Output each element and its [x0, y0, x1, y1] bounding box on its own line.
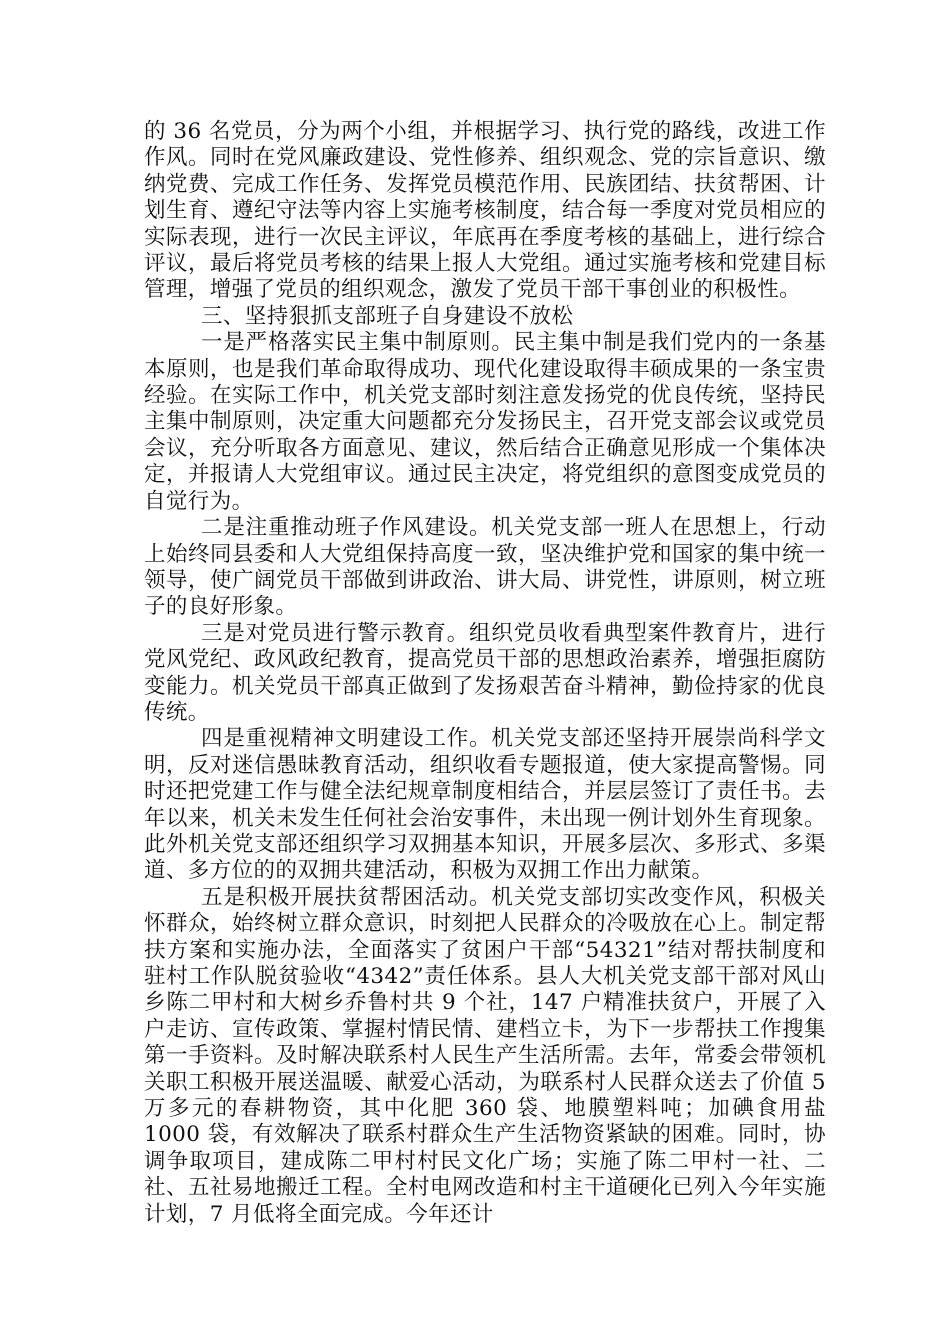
section-heading: 三、坚持狠抓支部班子自身建设不放松	[201, 303, 574, 329]
document-body	[144, 119, 826, 1228]
paragraph-poverty-alleviation: 五是积极开展扶贫帮困活动。机关党支部切实改变作风，积极关怀群众，始终树立群众意识，时刻把人民群众的冷吸放在心上。制定帮扶方案和实施办法，全面落实了贫困户干部“54321”结对帮扶制度和驻村工作队脱贫验收“4342”责任体系。县人大机关党支部干部对风山乡陈二甲村和大树乡乔鲁村共 9 个社，147 户精准扶贫户，开展了入户走访、宣传政策、掌握村情民情、建档立卡，为下一步帮扶工作搜集第一手资料。及时解决联系村人民生产生活所需。去年，常委会带领机关职工积极开展送温暖、献爱心活动，为联系村人民群众送去了价值 5 万多元的春耕物资，其中化肥 360 袋、地膜塑料吨；加碘食用盐 1000 袋，有效解决了联系村群众生产生活物资紧缺的困难。同时，协调争取项目，建成陈二甲村村民文化广场；实施了陈二甲村一社、二社、五社易地搬迁工程。全村电网改造和村主干道硬化已列入今年实施计划，7 月低将全面完成。今年还计	[144, 884, 826, 1227]
paragraph-team-style: 二是注重推动班子作风建设。机关党支部一班人在思想上，行动上始终同县委和人大党组保持高度一致，坚决维护党和国家的集中统一领导，使广阔党员干部做到讲政治、讲大局、讲党性，讲原则，树立班子的良好形象。	[144, 515, 826, 620]
paragraph-continuation: 的 36 名党员，分为两个小组，并根据学习、执行党的路线，改进工作作风。同时在党风廉政建设、党性修养、组织观念、党的宗旨意识、缴纳党费、完成工作任务、发挥党员模范作用、民族团结、扶贫帮困、计划生育、遵纪守法等内容上实施考核制度，结合每一季度对党员相应的实际表现，进行一次民主评议，年底再在季度考核的基础上，进行综合评议，最后将党员考核的结果上报人大党组。通过实施考核和党建目标管理，增强了党员的组织观念，激发了党员干部干事创业的积极性。	[144, 119, 826, 303]
paragraph-democratic-centralism: 一是严格落实民主集中制原则。民主集中制是我们党内的一条基本原则，也是我们革命取得成功、现代化建设取得丰硕成果的一条宝贵经验。在实际工作中，机关党支部时刻注意发扬党的优良传统，坚持民主集中制原则，决定重大问题都充分发扬民主，召开党支部会议或党员会议，充分听取各方面意见、建议，然后结合正确意见形成一个集体决定，并报请人大党组审议。通过民主决定，将党组织的意图变成党员的自觉行为。	[144, 330, 826, 514]
paragraph-warning-education: 三是对党员进行警示教育。组织党员收看典型案件教育片，进行党风党纪、政风政纪教育，提高党员干部的思想政治素养，增强拒腐防变能力。机关党员干部真正做到了发扬艰苦奋斗精神，勤俭持家的优良传统。	[144, 620, 826, 725]
paragraph-spiritual-civilization: 四是重视精神文明建设工作。机关党支部还坚持开展崇尚科学文明，反对迷信愚昧教育活动，组织收看专题报道，使大家提高警惕。同时还把党建工作与健全法纪规章制度相结合，并层层签订了责任书。去年以来，机关未发生任何社会治安事件，未出现一例计划外生育现象。此外机关党支部还组织学习双拥基本知识，开展多层次、多形式、多渠道、多方位的的双拥共建活动，积极为双拥工作出力献策。	[144, 726, 826, 884]
